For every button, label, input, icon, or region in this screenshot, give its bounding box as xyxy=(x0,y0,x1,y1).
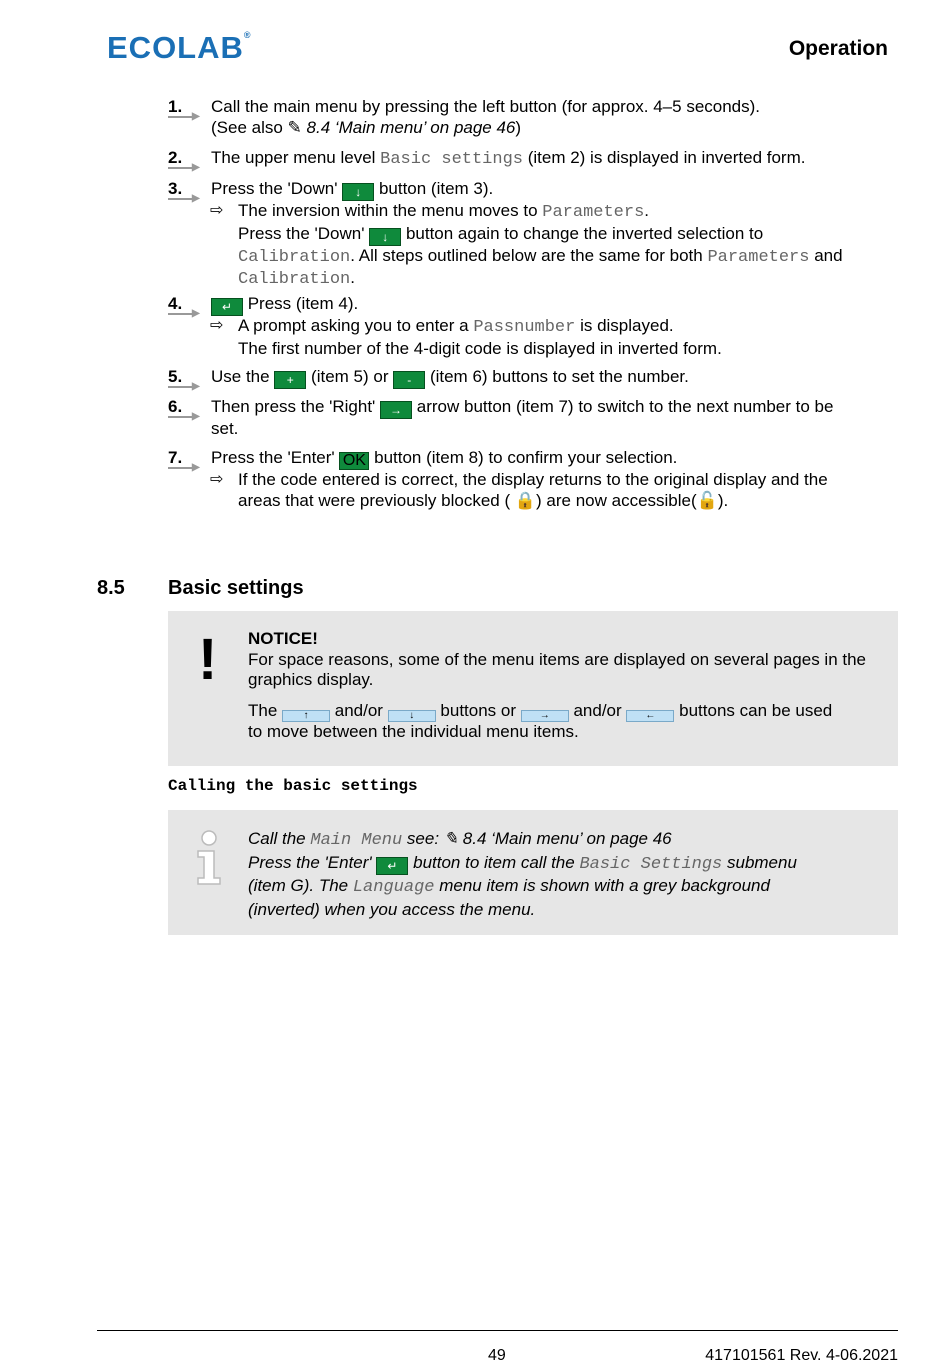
down-button-icon: ↓ xyxy=(342,183,374,201)
ok-button-icon: OK xyxy=(339,452,369,470)
up-button-icon: ↑ xyxy=(282,710,330,722)
lock-closed-icon: 🔒 xyxy=(514,490,537,510)
notice-heading: NOTICE! xyxy=(248,629,318,648)
cross-reference-link[interactable]: 8.4 ‘Main menu’ on page 46 xyxy=(306,117,516,137)
step-number: 5. ▶ xyxy=(168,367,208,388)
footer-divider xyxy=(97,1330,898,1331)
lock-open-icon: 🔓 xyxy=(696,490,718,510)
minus-button-icon: - xyxy=(393,371,425,389)
step-7: 7. ▶ Press the 'Enter' OK button (item 8) to confirm your selection. ⇨ If the code entered is correct, the display returns to the original display and the areas that were previously blocked ( 🔒) are now accessible(🔓). xyxy=(168,448,888,511)
notice-box: ! NOTICE! For space reasons, some of the menu items are displayed on several pages in the graphics display. The ↑ and/or ↓ buttons or → and/or ← buttons can be used to move between the individual menu items. xyxy=(168,611,898,766)
down-button-icon: ↓ xyxy=(369,228,401,246)
step-number: 4. ▶ xyxy=(168,294,208,315)
section-number: 8.5 xyxy=(97,577,125,599)
header-title: Operation xyxy=(788,37,888,60)
link-icon: ✎ xyxy=(443,829,463,848)
enter-button-icon: ↵ xyxy=(376,857,408,875)
step-number: 2. ▶ xyxy=(168,148,208,169)
step-result: ⇨ The inversion within the menu moves to Parameters. Press the 'Down' ↓ button again to change the inverted selection to Calibration. All steps outlined below are the same for both Parameters and Calibration. xyxy=(210,201,843,289)
step-number: 6. ▶ xyxy=(168,397,208,418)
step-number: 3. ▶ xyxy=(168,179,208,200)
step-1: 1. ▶ Call the main menu by pressing the left button (for approx. 4–5 seconds). (See also ✎ 8.4 ‘Main menu’ on page 46) xyxy=(168,97,761,137)
result-arrow-icon: ⇨ xyxy=(210,202,224,219)
result-arrow-icon: ⇨ xyxy=(210,317,224,334)
step-6: 6. ▶ Then press the 'Right' → arrow button (item 7) to switch to the next number to be set. xyxy=(168,397,834,438)
step-3: 3. ▶ Press the 'Down' ↓ button (item 3). ⇨ The inversion within the menu moves to Parameters. Press the 'Down' ↓ button again to change the inverted selection to Calibration. All steps outlined below are the same for both Parameters and Calibration. xyxy=(168,179,888,291)
step-4: 4. ▶ ↵ Press (item 4). ⇨ A prompt asking you to enter a Passnumber is displayed. The first number of the 4-digit code is displayed in inverted form. xyxy=(168,294,888,359)
info-box: Call the Main Menu see: ✎ 8.4 ‘Main menu’ on page 46 Press the 'Enter' ↵ button to item call the Basic Settings submenu (item G). The Language menu item is shown with a grey background (inverted) when you access the menu. xyxy=(168,810,898,935)
right-button-icon: → xyxy=(521,710,569,722)
page-number: 49 xyxy=(488,1347,506,1364)
info-icon xyxy=(192,830,226,886)
step-5: 5. ▶ Use the + (item 5) or - (item 6) buttons to set the number. xyxy=(168,367,689,392)
step-result: ⇨ A prompt asking you to enter a Passnumber is displayed. The first number of the 4-digit code is displayed in inverted form. xyxy=(210,316,722,358)
cross-reference-link[interactable]: 8.4 ‘Main menu’ on page 46 xyxy=(462,829,672,848)
exclamation-icon: ! xyxy=(198,627,218,692)
step-result: ⇨ If the code entered is correct, the display returns to the original display and the areas that were previously blocked ( 🔒) are now accessible(🔓). xyxy=(210,470,828,510)
plus-button-icon: + xyxy=(274,371,306,389)
ecolab-logo: ECOLAB® xyxy=(107,30,252,65)
left-button-icon: ← xyxy=(626,710,674,722)
right-button-icon: → xyxy=(380,401,412,419)
result-arrow-icon: ⇨ xyxy=(210,471,224,488)
step-number: 1. ▶ xyxy=(168,97,208,118)
subheading: Calling the basic settings xyxy=(168,777,418,795)
section-title: Basic settings xyxy=(168,577,304,599)
step-2: 2. ▶ The upper menu level Basic settings (item 2) is displayed in inverted form. xyxy=(168,148,806,173)
document-revision: 417101561 Rev. 4-06.2021 xyxy=(705,1347,898,1364)
down-button-icon: ↓ xyxy=(388,710,436,722)
step-number: 7. ▶ xyxy=(168,448,208,469)
link-icon: ✎ xyxy=(287,117,307,137)
enter-button-icon: ↵ xyxy=(211,298,243,316)
